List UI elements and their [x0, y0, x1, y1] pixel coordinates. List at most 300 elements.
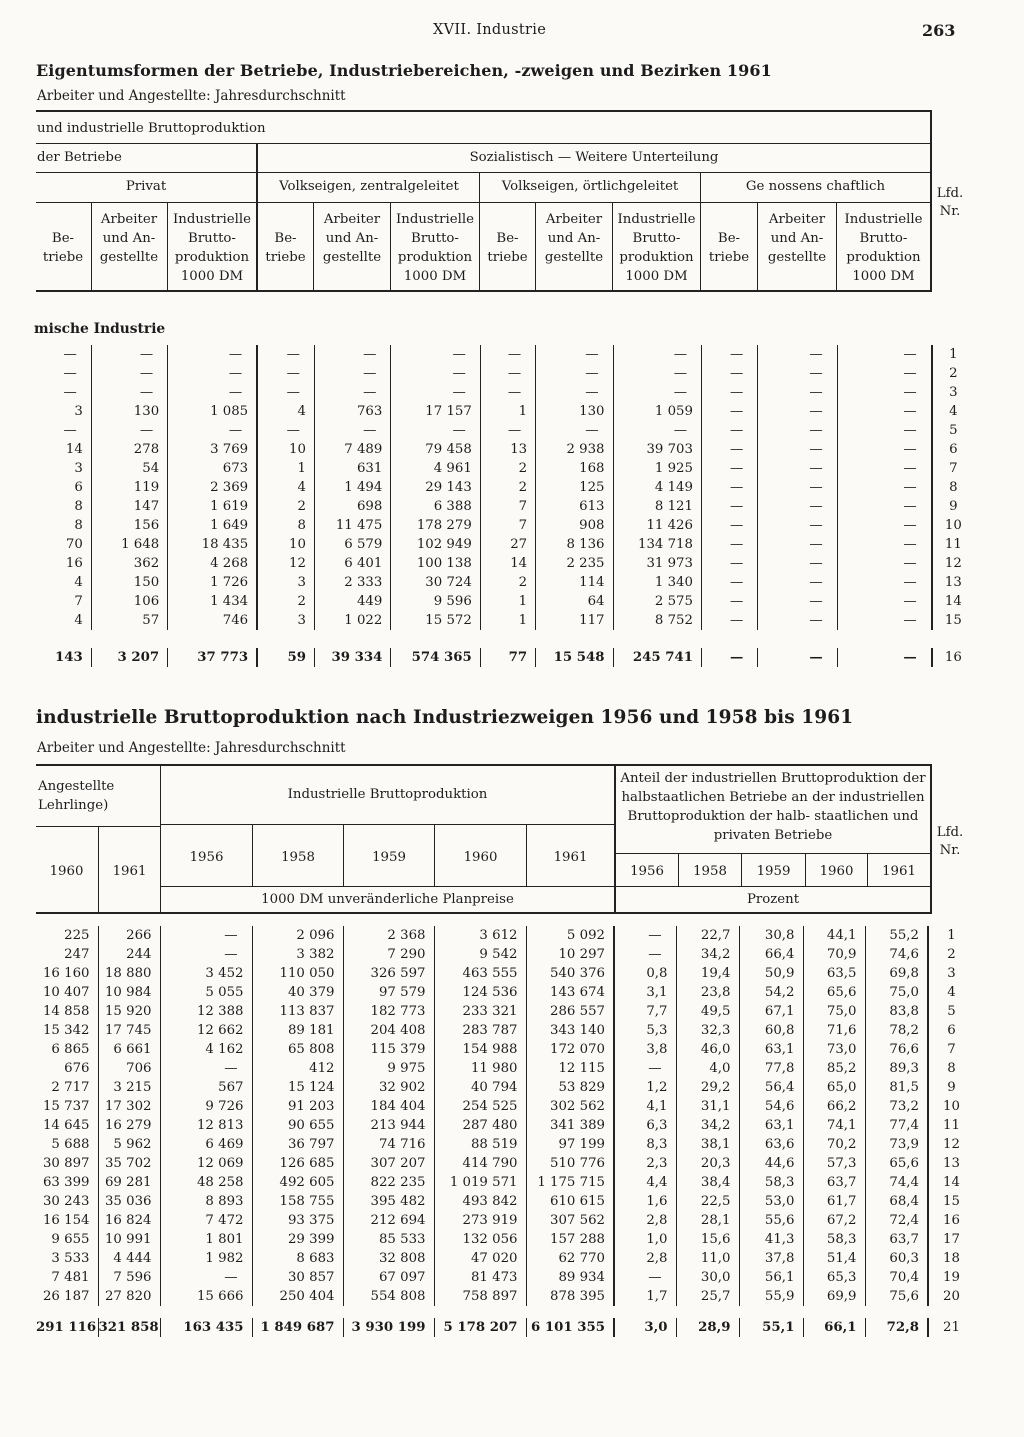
table1-cell: 15	[932, 611, 968, 630]
table2-year-brutto-5: 1961	[553, 850, 588, 865]
table1-cell: 4 149	[613, 478, 701, 497]
table1-cell: —	[701, 421, 757, 440]
table2-cell: 48 258	[160, 1173, 252, 1192]
table2-cell: 56,4	[739, 1078, 803, 1097]
table2-cell: 10 991	[98, 1230, 160, 1249]
table2-year-brutto-3: 1959	[372, 850, 406, 865]
table1-cell: 134 718	[613, 535, 701, 554]
table2-cell: —	[614, 1268, 676, 1287]
table2-cell: 3 533	[51, 1251, 90, 1266]
table1-cell: 10	[932, 516, 968, 535]
table1-cell: 11	[932, 535, 968, 554]
table2-year-anteil-5: 1961	[882, 864, 916, 879]
table1-cell: —	[758, 383, 837, 402]
table1-cell: 1 085	[168, 402, 257, 421]
table1-cell: —	[701, 402, 757, 421]
table1-cell: —	[758, 611, 837, 630]
table2-cell: 266	[98, 926, 160, 945]
table2-cell: 67,2	[803, 1211, 865, 1230]
table2-cell: 16 160	[42, 966, 90, 981]
table2-cell: 77,8	[739, 1059, 803, 1078]
table2-cell: 61,7	[803, 1192, 865, 1211]
table1-cell: 27	[480, 535, 535, 554]
table1-cell: 7	[932, 459, 968, 478]
table1-cell: —	[758, 554, 837, 573]
table2-cell: 74,6	[865, 945, 928, 964]
table1-row	[36, 421, 968, 440]
table1-cell: 6	[932, 440, 968, 459]
table2-cell: 291 116	[36, 1320, 97, 1335]
table1-cell: 16	[65, 556, 83, 571]
table2-cell: 65,0	[803, 1078, 865, 1097]
table1-cell: —	[63, 385, 77, 400]
table1-spacer	[36, 630, 968, 648]
table1-cell: —	[91, 383, 167, 402]
table2-cell: 3 215	[98, 1078, 160, 1097]
table1-cell: —	[63, 366, 77, 381]
table2-cell: 70,2	[803, 1135, 865, 1154]
table2-cell: —	[160, 945, 252, 964]
table1-col-betriebe-2: Be- triebe	[265, 231, 306, 265]
table1-cell: 6 401	[314, 554, 390, 573]
table1-cell: 70	[65, 537, 83, 552]
table2-cell: 93 375	[252, 1211, 343, 1230]
table1-row	[36, 611, 968, 630]
table1-cell: 9 596	[391, 592, 480, 611]
table1-cell: —	[314, 345, 390, 364]
table1-cell: —	[480, 383, 535, 402]
table2-cell: 89 934	[526, 1268, 614, 1287]
table2-cell: 57,3	[803, 1154, 865, 1173]
table2-cell: 213 944	[343, 1116, 434, 1135]
table1-cell: 4	[74, 613, 83, 628]
table2-cell: 69 281	[98, 1173, 160, 1192]
table1-cell: 178 279	[391, 516, 480, 535]
table1-cell: —	[536, 383, 613, 402]
table1-subtitle: Arbeiter und Angestellte: Jahresdurchschnitt	[37, 88, 346, 104]
table2-year-brutto-2: 1958	[281, 850, 315, 865]
table2-cell: 158 755	[252, 1192, 343, 1211]
table1-cell: 278	[91, 440, 167, 459]
table2-cell: 307 207	[343, 1154, 434, 1173]
table2-cell: 16	[928, 1211, 968, 1230]
table2-row	[36, 1192, 968, 1211]
page-header	[0, 18, 1024, 42]
table2-cell: 53 829	[526, 1078, 614, 1097]
table2-cell: 65,6	[865, 1154, 928, 1173]
table2-row	[36, 1135, 968, 1154]
table1-row	[36, 383, 968, 402]
table1-cell: 119	[91, 478, 167, 497]
table1-cell: 64	[536, 592, 613, 611]
table2-cell: 0,8	[614, 964, 676, 983]
table1-cell: 2 333	[314, 573, 390, 592]
table2-cell: 163 435	[160, 1318, 252, 1337]
table2-cell: 244	[98, 945, 160, 964]
table1-cell: —	[536, 421, 613, 440]
table2-cell: 610 615	[526, 1192, 614, 1211]
table2-cell: 75,0	[803, 1002, 865, 1021]
table2-cell: 29 399	[252, 1230, 343, 1249]
table2-cell: 7 481	[51, 1270, 90, 1285]
table1-cell: —	[63, 423, 77, 438]
table2-cell: 74,4	[865, 1173, 928, 1192]
table2-cell: 56,1	[739, 1268, 803, 1287]
table2-spacer	[36, 1306, 968, 1318]
table2-cell: 30 897	[42, 1156, 90, 1171]
table2-cell: 567	[160, 1078, 252, 1097]
table1-col-betriebe: Be- triebe	[42, 231, 84, 265]
table2-row	[36, 1173, 968, 1192]
table2-cell: 10 297	[526, 945, 614, 964]
table1-cell: 150	[91, 573, 167, 592]
table2-cell: 10 407	[42, 985, 90, 1000]
table1-cell: —	[701, 535, 757, 554]
table1-cell: 57	[91, 611, 167, 630]
table1-cell: —	[63, 347, 77, 362]
table2-cell: 5 178 207	[434, 1318, 526, 1337]
table2-cell: —	[160, 1268, 252, 1287]
table2-cell: 53,0	[739, 1192, 803, 1211]
table2-cell: 706	[98, 1059, 160, 1078]
table2-cell: 5 688	[51, 1137, 90, 1152]
table2-cell: 8	[928, 1059, 968, 1078]
table2-cell: 22,5	[676, 1192, 739, 1211]
table2-cell: 85,2	[803, 1059, 865, 1078]
table2-cell: 41,3	[739, 1230, 803, 1249]
table2-cell: 2	[928, 945, 968, 964]
table1-cell: —	[837, 459, 932, 478]
table2-cell: 758 897	[434, 1287, 526, 1306]
table2-cell: 676	[64, 1061, 90, 1076]
table1-cell: —	[314, 421, 390, 440]
table2-cell: 11,0	[676, 1249, 739, 1268]
table1-cell: 6 579	[314, 535, 390, 554]
table2-cell: 343 140	[526, 1021, 614, 1040]
table1-cell: —	[701, 459, 757, 478]
table1-cell: —	[837, 383, 932, 402]
table1-cell: —	[257, 421, 314, 440]
table2-cell: 287 480	[434, 1116, 526, 1135]
table2-cell: 97 579	[343, 983, 434, 1002]
table2-cell: 212 694	[343, 1211, 434, 1230]
table1-col-arbeiter-3: Arbeiter und An- gestellte	[544, 212, 604, 265]
table1-cell: 1 022	[314, 611, 390, 630]
table1-cell: —	[758, 516, 837, 535]
table2-row	[36, 1230, 968, 1249]
table1-cell: 7	[480, 497, 535, 516]
table2-row	[36, 1021, 968, 1040]
table2-cell: 8,3	[614, 1135, 676, 1154]
table2-cell: 55,2	[865, 926, 928, 945]
table2-cell: 81,5	[865, 1078, 928, 1097]
table2-cell: 1 175 715	[526, 1173, 614, 1192]
table1-col-brutto-3: Industrielle Brutto- produktion 1000 DM	[617, 212, 696, 284]
table1-cell: 4 268	[168, 554, 257, 573]
table2-cell: 822 235	[343, 1173, 434, 1192]
table2-year-brutto-4: 1960	[463, 850, 498, 865]
table1-cell: —	[257, 345, 314, 364]
table1-cell: 613	[536, 497, 613, 516]
table1-cell: 4	[257, 402, 314, 421]
table1-cell: —	[837, 554, 932, 573]
table2-row	[36, 1078, 968, 1097]
table1-cell: 7 489	[314, 440, 390, 459]
table2-cell: 30 857	[252, 1268, 343, 1287]
table1-row	[36, 516, 968, 535]
table2-row	[36, 964, 968, 983]
table2-cell: 143 674	[526, 983, 614, 1002]
table2-cell: 14 858	[42, 1004, 90, 1019]
table2-subtitle: Arbeiter und Angestellte: Jahresdurchschnitt	[37, 740, 346, 756]
table2-cell: 34,2	[676, 945, 739, 964]
table1-cell: 14	[932, 592, 968, 611]
table1-cell: 5	[932, 421, 968, 440]
table1-cell: 4	[932, 402, 968, 421]
table2-cell: 5 092	[526, 926, 614, 945]
table2-cell: 273 919	[434, 1211, 526, 1230]
table2-cell: 341 389	[526, 1116, 614, 1135]
table2-cell: 1,2	[614, 1078, 676, 1097]
table2-row	[36, 1040, 968, 1059]
table1-cell: —	[837, 345, 932, 364]
table1-cell: 1	[257, 459, 314, 478]
table2-cell: 50,9	[739, 964, 803, 983]
table2-cell: 540 376	[526, 964, 614, 983]
table1-cell: 147	[91, 497, 167, 516]
table1-cell: 12	[257, 554, 314, 573]
table2-cell: 72,4	[865, 1211, 928, 1230]
table1-cell: —	[758, 478, 837, 497]
table1-cell: 1 726	[168, 573, 257, 592]
table1-cell: —	[701, 383, 757, 402]
table1-col-lfd: Lfd. Nr.	[936, 186, 964, 219]
table2-cell: 3 382	[252, 945, 343, 964]
table1-cell: 8 136	[536, 535, 613, 554]
table1-cell: 100 138	[391, 554, 480, 573]
table2-cell: 16 824	[98, 1211, 160, 1230]
table2-row	[36, 1211, 968, 1230]
table2-cell: 2 717	[51, 1080, 90, 1095]
table2-cell: 5,3	[614, 1021, 676, 1040]
table1-cell: 7	[74, 594, 83, 609]
table1-cell: 7	[480, 516, 535, 535]
table2-cell: 8 683	[252, 1249, 343, 1268]
table2-cell: 2 096	[252, 926, 343, 945]
table1-cell: —	[837, 478, 932, 497]
table1-cell: —	[391, 383, 480, 402]
table2-cell: 77,4	[865, 1116, 928, 1135]
table2-cell: 18 880	[98, 964, 160, 983]
table2-cell: 233 321	[434, 1002, 526, 1021]
table1-cell: —	[91, 421, 167, 440]
table2-cell: 63,7	[865, 1230, 928, 1249]
table2-cell: 73,9	[865, 1135, 928, 1154]
table2-cell: 124 536	[434, 983, 526, 1002]
table1-cell: —	[168, 345, 257, 364]
table1-cell: —	[701, 516, 757, 535]
table2-cell: 3,0	[614, 1318, 676, 1337]
table1-col-brutto-4: Industrielle Brutto- produktion 1000 DM	[844, 212, 923, 284]
table2-cell: 4	[928, 983, 968, 1002]
table2-cell: 63,1	[739, 1040, 803, 1059]
table2-cell: 38,1	[676, 1135, 739, 1154]
table2-cell: 31,1	[676, 1097, 739, 1116]
table2-cell: 22,7	[676, 926, 739, 945]
table2-cell: 9 542	[434, 945, 526, 964]
table2-cell: 23,8	[676, 983, 739, 1002]
table1-cell: 245 741	[613, 648, 701, 667]
table1-cell: 54	[91, 459, 167, 478]
table2-cell: 75,6	[865, 1287, 928, 1306]
table1-cell: —	[837, 421, 932, 440]
table2-cell: 11	[928, 1116, 968, 1135]
table1-cell: 8	[257, 516, 314, 535]
table2-cell: 15	[928, 1192, 968, 1211]
table2-row	[36, 1097, 968, 1116]
table1-col-betriebe-4: Be- triebe	[708, 231, 750, 265]
table1-sub-privat: Privat	[125, 179, 167, 194]
table2-cell: 1,0	[614, 1230, 676, 1249]
table1-cell: 631	[314, 459, 390, 478]
table2-cell: 26 187	[42, 1289, 90, 1304]
table2-cell: 74,1	[803, 1116, 865, 1135]
table1-cell: —	[701, 554, 757, 573]
table2-cell: 7 472	[160, 1211, 252, 1230]
table1-cell: —	[701, 592, 757, 611]
table2-cell: 12 813	[160, 1116, 252, 1135]
table2-cell: 2,8	[614, 1211, 676, 1230]
table1-cell: 39 703	[613, 440, 701, 459]
table2-cell: 12 388	[160, 1002, 252, 1021]
table1-cell: —	[257, 364, 314, 383]
table2-cell: 157 288	[526, 1230, 614, 1249]
table1-cell: —	[314, 383, 390, 402]
table1-cell: 31 973	[613, 554, 701, 573]
table1-cell: 1	[932, 345, 968, 364]
table2-row	[36, 1002, 968, 1021]
table2-cell: 12	[928, 1135, 968, 1154]
table1-cell: —	[837, 592, 932, 611]
table2-cell: —	[160, 1059, 252, 1078]
table2-cell: 182 773	[343, 1002, 434, 1021]
table1-col-arbeiter-4: Arbeiter und An- gestellte	[767, 212, 827, 265]
table2-cell: 89,3	[865, 1059, 928, 1078]
table1-row	[36, 440, 968, 459]
table1-cell: 763	[314, 402, 390, 421]
table1-cell: —	[837, 535, 932, 554]
table1-cell: 168	[536, 459, 613, 478]
table2-year-anteil-3: 1959	[756, 864, 791, 879]
table1-cell: 4 961	[391, 459, 480, 478]
table2-cell: 10 984	[98, 983, 160, 1002]
table2-cell: 15 124	[252, 1078, 343, 1097]
table2-cell: 60,8	[739, 1021, 803, 1040]
table2-year-anteil-1: 1956	[630, 864, 664, 879]
table2-cell: 6,3	[614, 1116, 676, 1135]
table2-cell: 35 036	[98, 1192, 160, 1211]
table2-cell: 32,3	[676, 1021, 739, 1040]
chapter-title: XVII. Industrie	[433, 22, 547, 38]
table2-cell: 55,1	[739, 1318, 803, 1337]
table1-sub-genossen: Ge nossens chaftlich	[745, 179, 886, 194]
table1-sub-volks-zentral: Volkseigen, zentralgeleitet	[279, 179, 459, 194]
table1-header-top: und industrielle Bruttoproduktion	[37, 121, 266, 136]
table2-cell: 4,1	[614, 1097, 676, 1116]
table2-cell: 7 596	[98, 1268, 160, 1287]
table1-cell: 2	[480, 478, 535, 497]
table2-cell: 91 203	[252, 1097, 343, 1116]
table2-year-anteil-2: 1958	[693, 864, 727, 879]
table2-cell: 1 849 687	[252, 1318, 343, 1337]
table2-row	[36, 1249, 968, 1268]
table1-cell: 2	[257, 497, 314, 516]
table2-cell: 20,3	[676, 1154, 739, 1173]
table1-cell: 11 426	[613, 516, 701, 535]
table2-cell: 3	[928, 964, 968, 983]
table2-cell: 302 562	[526, 1097, 614, 1116]
table2-cell: 414 790	[434, 1154, 526, 1173]
table1-total-row	[36, 648, 968, 667]
table2-cell: 4 444	[98, 1249, 160, 1268]
table2-cell: 307 562	[526, 1211, 614, 1230]
table1-cell: 2	[480, 459, 535, 478]
table1-cell: 1 649	[168, 516, 257, 535]
table2-cell: 35 702	[98, 1154, 160, 1173]
table1-cell: 2 235	[536, 554, 613, 573]
table2-head-anteil: Anteil der industriellen Bruttoproduktion der halbstaatlichen Betriebe an der industriellen Bruttoproduktion der halb- staatlichen und privaten Betriebe	[620, 771, 926, 843]
table2-cell: 113 837	[252, 1002, 343, 1021]
table2-cell: 55,9	[739, 1287, 803, 1306]
table1-cell: —	[480, 364, 535, 383]
table2-cell: 17	[928, 1230, 968, 1249]
table1-cell: —	[758, 459, 837, 478]
table1-cell: —	[758, 573, 837, 592]
table2-cell: 44,1	[803, 926, 865, 945]
table1-cell: 3 207	[91, 648, 167, 667]
table2-cell: 65 808	[252, 1040, 343, 1059]
table1-cell: —	[837, 364, 932, 383]
table1-cell: 15 548	[536, 648, 613, 667]
table2-total-row	[36, 1318, 968, 1337]
table2-cell: 5 962	[98, 1135, 160, 1154]
table1-cell: —	[391, 364, 480, 383]
table2-cell: 286 557	[526, 1002, 614, 1021]
table2-cell: 878 395	[526, 1287, 614, 1306]
table1-cell: 1	[480, 402, 535, 421]
table1-section-label: mische Industrie	[34, 321, 166, 337]
table2-head-brutto: Industrielle Bruttoproduktion	[287, 787, 488, 802]
table1-cell: —	[837, 440, 932, 459]
table1-cell: —	[758, 421, 837, 440]
table1-cell: —	[701, 345, 757, 364]
table2-cell: 6 661	[98, 1040, 160, 1059]
table1-cell: 79 458	[391, 440, 480, 459]
table2-cell: 6 469	[160, 1135, 252, 1154]
table2-cell: 20	[928, 1287, 968, 1306]
table2-row	[36, 1059, 968, 1078]
table2-cell: 66,4	[739, 945, 803, 964]
table2-cell: 68,4	[865, 1192, 928, 1211]
table2-cell: 5	[928, 1002, 968, 1021]
table2-cell: 15 666	[160, 1287, 252, 1306]
table2-cell: 54,2	[739, 983, 803, 1002]
table1-cell: 117	[536, 611, 613, 630]
table1-cell: 3	[74, 404, 83, 419]
table2-cell: 247	[64, 947, 90, 962]
table1-cell: 125	[536, 478, 613, 497]
table2-cell: 154 988	[434, 1040, 526, 1059]
